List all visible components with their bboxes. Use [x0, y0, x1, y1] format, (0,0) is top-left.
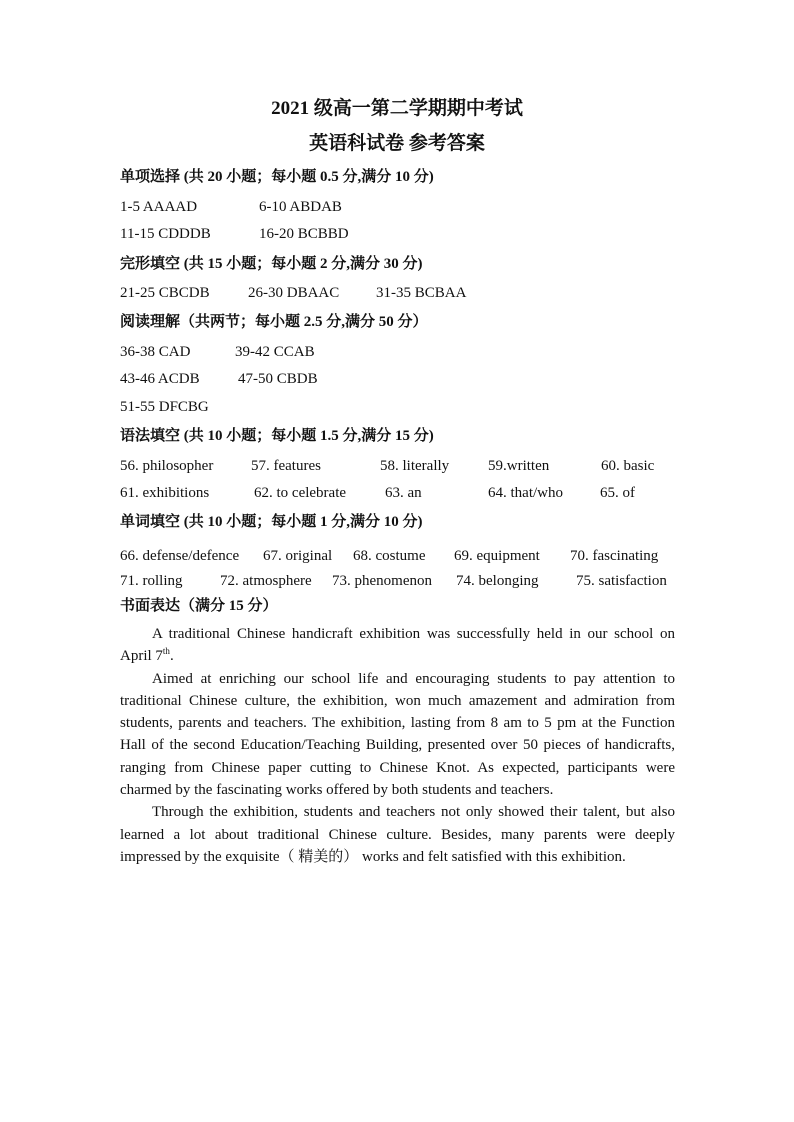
- section-heading-writing: 书面表达（满分 15 分）: [120, 598, 278, 614]
- answer-item: 64. that/who: [488, 485, 563, 501]
- answer-item: 36-38 CAD: [120, 344, 191, 360]
- essay-paragraph: Aimed at enriching our school life and encouraging students to pay attention to traditional Chinese culture, the exhibition, won much amazement and admiration from students, parents and teachers. The exhibition, lasting from 8 am to 5 pm at the Function Hall of the second Education/Teaching Building, presented over 50 pieces of handicrafts, ranging from Chinese paper cutting to Chinese Knot. As expected, participants were charmed by the fascinating works offered by both students and teachers.: [120, 670, 675, 799]
- essay-paragraph: [120, 623, 675, 668]
- answer-item: 66. defense/defence: [120, 548, 240, 564]
- answer-item: 26-30 DBAAC: [248, 285, 340, 301]
- answer-item: 16-20 BCBBD: [259, 226, 349, 242]
- answer-item: 21-25 CBCDB: [120, 285, 210, 301]
- answer-item: 70. fascinating: [570, 548, 659, 564]
- answer-item: 60. basic: [601, 458, 655, 474]
- page-subtitle: 英语科试卷 参考答案: [309, 133, 485, 154]
- answer-item: 71. rolling: [120, 573, 183, 589]
- answer-item: 11-15 CDDDB: [120, 226, 211, 242]
- section-heading-grammar: 语法填空 (共 10 小题；每小题 1.5 分,满分 15 分): [120, 428, 434, 444]
- answer-item: 57. features: [251, 458, 321, 474]
- answer-item: 43-46 ACDB: [120, 371, 200, 387]
- answer-item: 69. equipment: [454, 548, 540, 564]
- answer-item: 72. atmosphere: [220, 573, 312, 589]
- section-heading-cloze: 完形填空 (共 15 小题；每小题 2 分,满分 30 分): [120, 256, 423, 272]
- answer-row: [120, 571, 680, 591]
- answer-item: 59.written: [488, 458, 550, 474]
- section-heading-single-choice: 单项选择 (共 20 小题；每小题 0.5 分,满分 10 分): [120, 169, 434, 185]
- answer-item: 47-50 CBDB: [238, 371, 318, 387]
- essay-superscript: th: [162, 646, 170, 657]
- answer-row: [120, 456, 680, 476]
- answer-item: 68. costume: [353, 548, 426, 564]
- sample-essay: [120, 623, 675, 868]
- answer-item: 31-35 BCBAA: [376, 285, 467, 301]
- essay-text: A traditional Chinese handicraft exhibition was successfully held in our school on April 7: [120, 626, 675, 665]
- answer-row: [120, 369, 680, 389]
- section-heading-reading: 阅读理解（共两节；每小题 2.5 分,满分 50 分）: [120, 314, 428, 330]
- answer-item: 56. philosopher: [120, 458, 214, 474]
- answer-item: 39-42 CCAB: [235, 344, 315, 360]
- answer-item: 6-10 ABDAB: [259, 199, 342, 215]
- answer-item: 51-55 DFCBG: [120, 399, 209, 415]
- answer-row: [120, 546, 680, 566]
- answer-row: [120, 397, 680, 417]
- answer-row: [120, 283, 680, 303]
- answer-row: [120, 342, 680, 362]
- answer-item: 58. literally: [380, 458, 450, 474]
- page-title: 2021 级高一第二学期期中考试: [271, 98, 523, 119]
- answer-item: 65. of: [600, 485, 635, 501]
- answer-item: 67. original: [263, 548, 333, 564]
- section-heading-vocabulary: 单词填空 (共 10 小题；每小题 1 分,满分 10 分): [120, 514, 423, 530]
- essay-paragraph: Through the exhibition, students and teachers not only showed their talent, but also learned a lot about traditional Chinese culture. Besides, many parents were deeply impressed by the exquisite（ 精美的） works and felt satisfied with this exhibition.: [120, 804, 675, 865]
- answer-row: [120, 483, 680, 503]
- answer-item: 61. exhibitions: [120, 485, 210, 501]
- answer-item: 75. satisfaction: [576, 573, 667, 589]
- answer-item: 1-5 AAAAD: [120, 199, 198, 215]
- answer-row: [120, 224, 680, 244]
- answer-item: 63. an: [385, 485, 422, 501]
- answer-item: 74. belonging: [456, 573, 539, 589]
- essay-text: .: [169, 648, 174, 665]
- answer-item: 73. phenomenon: [332, 573, 432, 589]
- answer-item: 62. to celebrate: [254, 485, 347, 501]
- answer-row: [120, 197, 680, 217]
